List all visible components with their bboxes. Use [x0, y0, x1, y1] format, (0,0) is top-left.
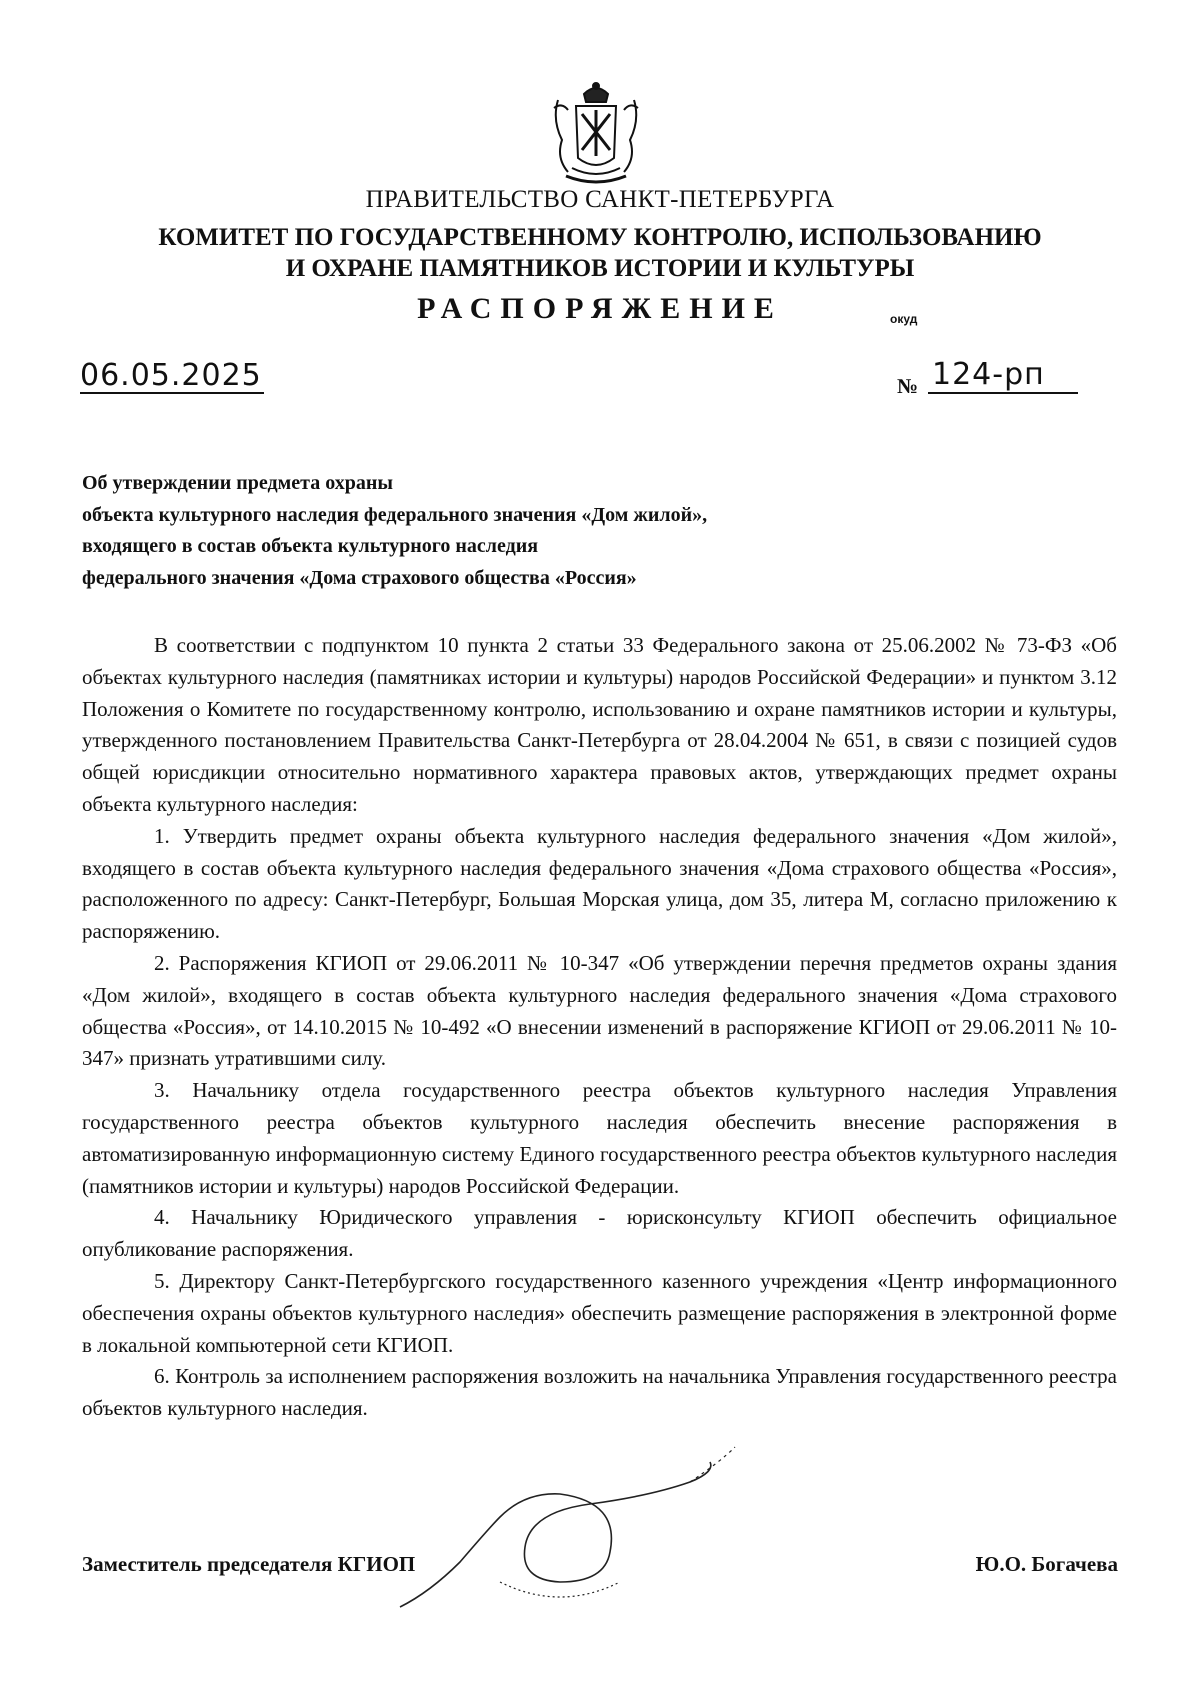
subject-line: Об утверждении предмета охраны	[82, 472, 393, 494]
document-number-label: №	[897, 374, 919, 398]
handwritten-signature-icon	[390, 1432, 790, 1632]
committee-name	[0, 222, 1200, 284]
body-paragraph-5: 5. Директору Санкт-Петербургского государственного казенного учреждения «Центр информационного обеспечения охраны объектов культурного наследия» обеспечить размещение распоряжения в электронной форме в локальной компьютерной сети КГИОП.	[82, 1268, 1117, 1357]
okud-label: окуд	[890, 312, 918, 326]
document-number: 124-рп	[928, 358, 1078, 394]
body-paragraph-6: 6. Контроль за исполнением распоряжения возложить на начальника Управления государственного реестра объектов культурного наследия.	[82, 1364, 1117, 1421]
body-paragraph-1: 1. Утвердить предмет охраны объекта культурного наследия федерального значения «Дом жилой», входящего в состав объекта культурного наследия федерального значения «Дома страхового общества «Россия», расположенного по адресу: Санкт-Петербург, Большая Морская улица, дом 35, литера М, согласно приложению к распоряжению.	[82, 823, 1117, 944]
committee-line-1: КОМИТЕТ ПО ГОСУДАРСТВЕННОМУ КОНТРОЛЮ, ИСПОЛЬЗОВАНИЮ	[158, 224, 1042, 251]
signatory-position: Заместитель председателя КГИОП	[82, 1552, 416, 1576]
document-type-title: РАСПОРЯЖЕНИЕ	[417, 292, 783, 325]
document-date: 06.05.2025	[80, 358, 262, 393]
committee-line-2: И ОХРАНЕ ПАМЯТНИКОВ ИСТОРИИ И КУЛЬТУРЫ	[285, 255, 915, 282]
body-paragraph-4: 4. Начальнику Юридического управления - юрисконсульту КГИОП обеспечить официальное опубликование распоряжения.	[82, 1205, 1117, 1262]
signatory-name: Ю.О. Богачева	[975, 1552, 1118, 1576]
st-petersburg-coat-of-arms-icon	[548, 80, 644, 186]
body-paragraph-2: 2. Распоряжения КГИОП от 29.06.2011 № 10-347 «Об утверждении перечня предметов охраны здания «Дом жилой», входящего в состав объекта культурного наследия федерального значения «Дома страхового общества «Россия», от 14.10.2015 № 10-492 «О внесении изменений в распоряжение КГИОП от 29.06.2011 № 10-347» признать утратившими силу.	[82, 950, 1117, 1071]
body-paragraph-3: 3. Начальнику отдела государственного реестра объектов культурного наследия Управления государственного реестра объектов культурного наследия обеспечить внесение распоряжения в автоматизированную информационную систему Единого государственного реестра объектов культурного наследия (памятников истории и культуры) народов Российской Федерации.	[82, 1078, 1117, 1198]
government-name: ПРАВИТЕЛЬСТВО САНКТ-ПЕТЕРБУРГА	[365, 186, 835, 213]
subject-line: федерального значения «Дома страхового общества «Россия»	[82, 566, 637, 589]
subject-line: входящего в состав объекта культурного наследия	[82, 535, 539, 557]
document-subject	[82, 468, 982, 594]
body-paragraph-preamble: В соответствии с подпунктом 10 пункта 2 статьи 33 Федерального закона от 25.06.2002 № 73-ФЗ «Об объектах культурного наследия (памятниках истории и культуры) народов Российской Федерации» и пунктом 3.12 Положения о Комитете по государственному контролю, использованию и охране памятников истории и культуры, утвержденного постановлением Правительства Санкт-Петербурга от 28.04.2004 № 651, в связи с позицией судов общей юрисдикции относительно нормативного характера правовых актов, утверждающих предмет охраны объекта культурного наследия:	[82, 633, 1117, 816]
subject-line: объекта культурного наследия федерального значения «Дом жилой»,	[82, 503, 708, 526]
document-body	[82, 630, 1117, 1425]
